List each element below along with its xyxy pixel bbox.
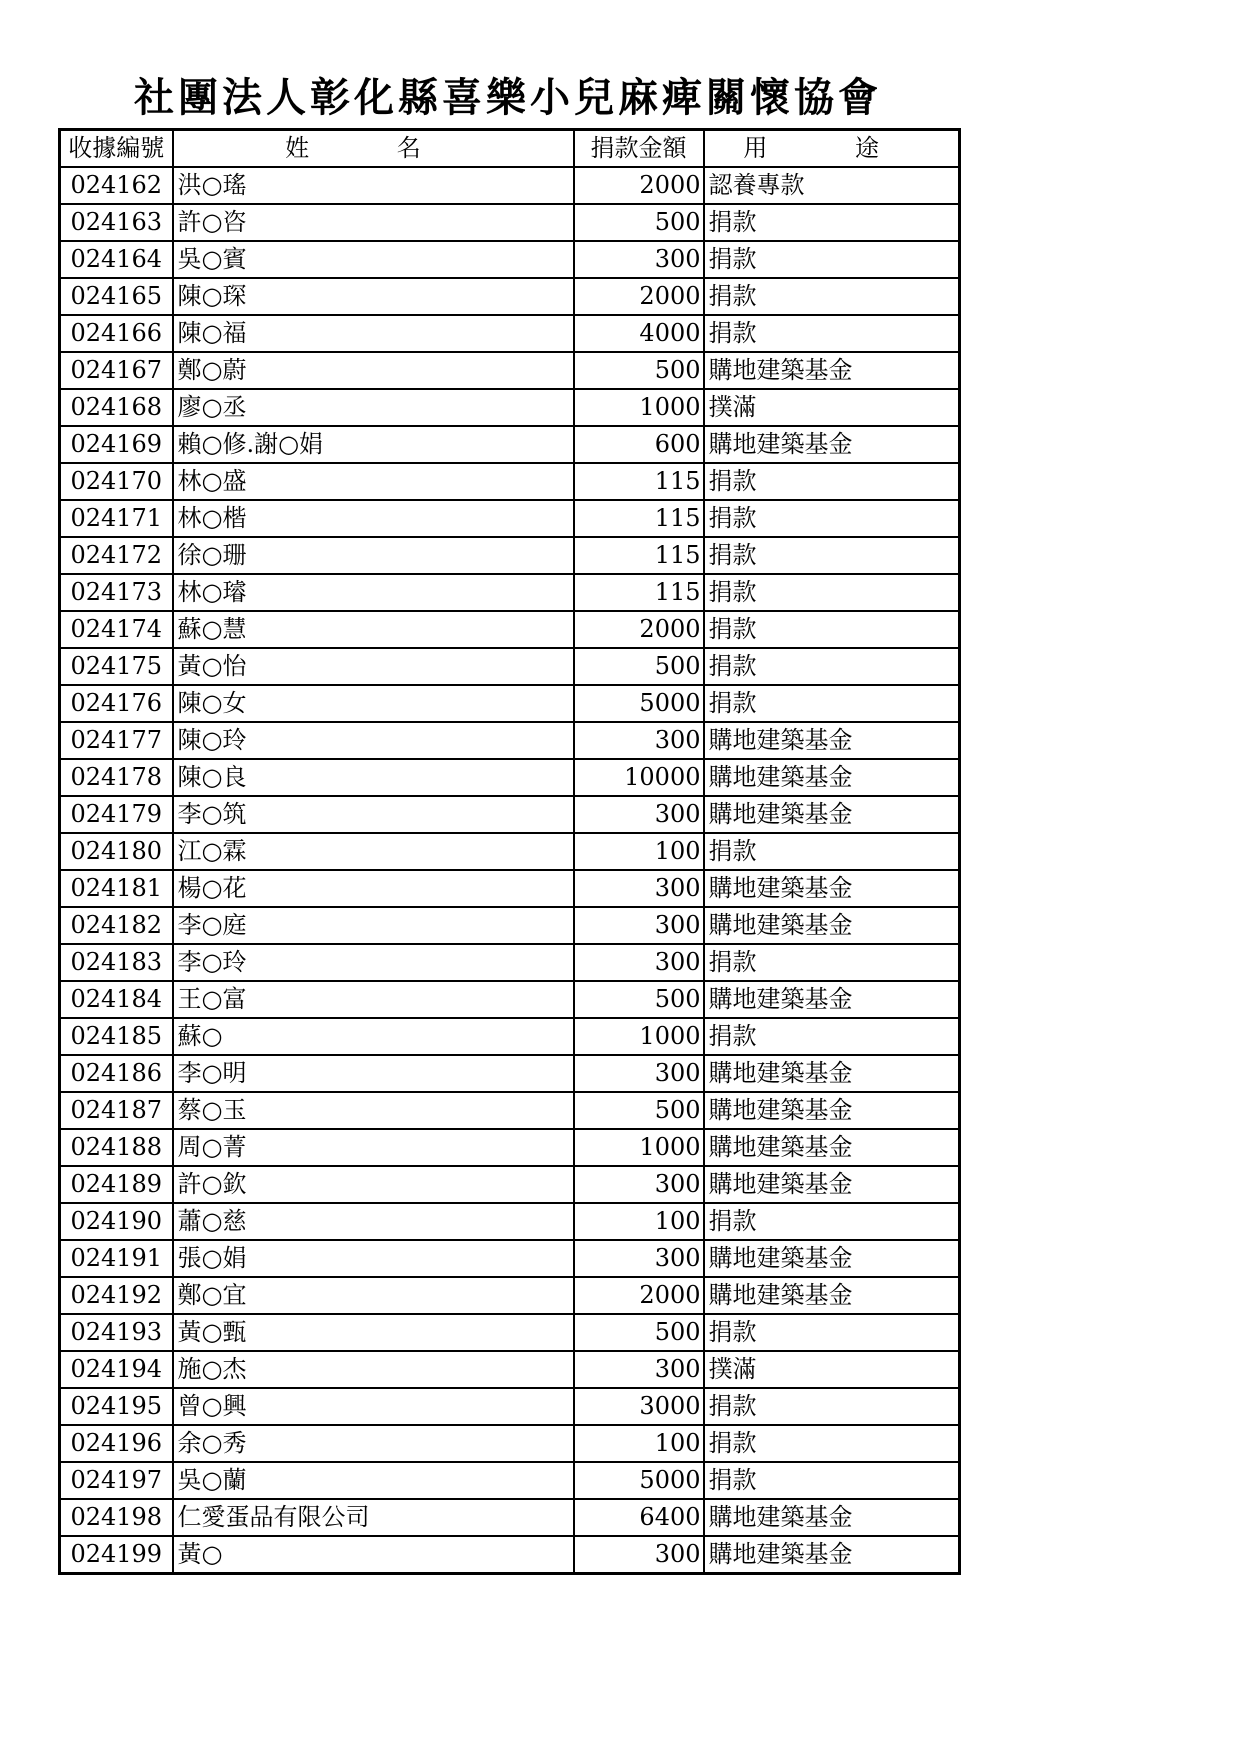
table-row — [60, 537, 960, 574]
donor-name-cell: 余○秀 — [173, 1425, 574, 1462]
purpose-cell: 購地建築基金 — [704, 1166, 960, 1203]
receipt-no-cell: 024191 — [60, 1240, 173, 1277]
table-row — [60, 833, 960, 870]
donor-name-cell: 黃○ — [173, 1536, 574, 1574]
table-row — [60, 870, 960, 907]
donor-name-cell: 林○璿 — [173, 574, 574, 611]
purpose-cell: 購地建築基金 — [704, 1055, 960, 1092]
purpose-cell: 購地建築基金 — [704, 981, 960, 1018]
receipt-no-cell: 024175 — [60, 648, 173, 685]
table-row — [60, 315, 960, 352]
donor-name-cell: 吳○賓 — [173, 241, 574, 278]
receipt-no-cell: 024192 — [60, 1277, 173, 1314]
donor-name-cell: 洪○瑤 — [173, 167, 574, 204]
receipt-no-cell: 024167 — [60, 352, 173, 389]
table-row — [60, 352, 960, 389]
amount-cell: 300 — [574, 1240, 704, 1277]
donation-table — [58, 128, 961, 1575]
table-row — [60, 1425, 960, 1462]
purpose-cell: 捐款 — [704, 241, 960, 278]
receipt-no-cell: 024168 — [60, 389, 173, 426]
purpose-cell: 捐款 — [704, 463, 960, 500]
receipt-no-cell: 024184 — [60, 981, 173, 1018]
table-header-row — [60, 130, 960, 168]
receipt-no-cell: 024169 — [60, 426, 173, 463]
table-row — [60, 1277, 960, 1314]
purpose-cell: 捐款 — [704, 1425, 960, 1462]
donor-name-cell: 陳○福 — [173, 315, 574, 352]
table-row — [60, 1388, 960, 1425]
donor-name-cell: 黃○怡 — [173, 648, 574, 685]
receipt-no-cell: 024173 — [60, 574, 173, 611]
amount-cell: 100 — [574, 1203, 704, 1240]
donor-name-cell: 陳○女 — [173, 685, 574, 722]
table-row — [60, 1129, 960, 1166]
donor-name-cell: 鄭○蔚 — [173, 352, 574, 389]
purpose-cell: 購地建築基金 — [704, 759, 960, 796]
amount-cell: 115 — [574, 574, 704, 611]
amount-cell: 300 — [574, 241, 704, 278]
donor-name-cell: 吳○蘭 — [173, 1462, 574, 1499]
amount-cell: 10000 — [574, 759, 704, 796]
receipt-no-cell: 024172 — [60, 537, 173, 574]
donor-name-cell: 蕭○慈 — [173, 1203, 574, 1240]
donor-name-cell: 許○咨 — [173, 204, 574, 241]
amount-cell: 5000 — [574, 685, 704, 722]
table-row — [60, 1092, 960, 1129]
purpose-cell: 捐款 — [704, 1462, 960, 1499]
amount-cell: 100 — [574, 1425, 704, 1462]
donor-name-cell: 陳○玲 — [173, 722, 574, 759]
purpose-cell: 捐款 — [704, 537, 960, 574]
donor-name-cell: 李○玲 — [173, 944, 574, 981]
amount-cell: 300 — [574, 870, 704, 907]
amount-cell: 300 — [574, 1536, 704, 1574]
donor-name-cell: 周○菁 — [173, 1129, 574, 1166]
donor-name-cell: 陳○琛 — [173, 278, 574, 315]
amount-cell: 2000 — [574, 611, 704, 648]
purpose-cell: 捐款 — [704, 648, 960, 685]
purpose-cell: 捐款 — [704, 574, 960, 611]
table-row — [60, 759, 960, 796]
donor-name-cell: 許○欽 — [173, 1166, 574, 1203]
table-row — [60, 426, 960, 463]
amount-cell: 2000 — [574, 1277, 704, 1314]
purpose-cell: 撲滿 — [704, 389, 960, 426]
receipt-no-cell: 024180 — [60, 833, 173, 870]
amount-cell: 100 — [574, 833, 704, 870]
amount-cell: 500 — [574, 352, 704, 389]
table-row — [60, 1203, 960, 1240]
header-receipt-no: 收據編號 — [60, 130, 173, 168]
receipt-no-cell: 024186 — [60, 1055, 173, 1092]
amount-cell: 500 — [574, 1092, 704, 1129]
donor-name-cell: 楊○花 — [173, 870, 574, 907]
table-row — [60, 278, 960, 315]
table-row — [60, 1499, 960, 1536]
table-row — [60, 1166, 960, 1203]
purpose-cell: 捐款 — [704, 833, 960, 870]
donor-name-cell: 蘇○ — [173, 1018, 574, 1055]
donor-name-cell: 黃○甄 — [173, 1314, 574, 1351]
donor-name-cell: 蔡○玉 — [173, 1092, 574, 1129]
table-row — [60, 1536, 960, 1574]
purpose-cell: 購地建築基金 — [704, 352, 960, 389]
receipt-no-cell: 024197 — [60, 1462, 173, 1499]
amount-cell: 300 — [574, 1166, 704, 1203]
donor-name-cell: 江○霖 — [173, 833, 574, 870]
amount-cell: 1000 — [574, 1018, 704, 1055]
purpose-cell: 購地建築基金 — [704, 1536, 960, 1574]
donor-name-cell: 陳○良 — [173, 759, 574, 796]
receipt-no-cell: 024199 — [60, 1536, 173, 1574]
page-title: 社團法人彰化縣喜樂小兒麻痺關懷協會 — [134, 74, 882, 121]
receipt-no-cell: 024171 — [60, 500, 173, 537]
amount-cell: 500 — [574, 648, 704, 685]
table-row — [60, 1351, 960, 1388]
amount-cell: 2000 — [574, 278, 704, 315]
purpose-cell: 捐款 — [704, 685, 960, 722]
table-row — [60, 722, 960, 759]
purpose-cell: 購地建築基金 — [704, 907, 960, 944]
receipt-no-cell: 024189 — [60, 1166, 173, 1203]
receipt-no-cell: 024163 — [60, 204, 173, 241]
receipt-no-cell: 024177 — [60, 722, 173, 759]
receipt-no-cell: 024170 — [60, 463, 173, 500]
amount-cell: 500 — [574, 204, 704, 241]
receipt-no-cell: 024182 — [60, 907, 173, 944]
purpose-cell: 購地建築基金 — [704, 870, 960, 907]
purpose-cell: 認養專款 — [704, 167, 960, 204]
donor-name-cell: 林○盛 — [173, 463, 574, 500]
amount-cell: 2000 — [574, 167, 704, 204]
donor-name-cell: 徐○珊 — [173, 537, 574, 574]
receipt-no-cell: 024193 — [60, 1314, 173, 1351]
purpose-cell: 捐款 — [704, 1018, 960, 1055]
donor-name-cell: 蘇○慧 — [173, 611, 574, 648]
table-row — [60, 685, 960, 722]
receipt-no-cell: 024194 — [60, 1351, 173, 1388]
receipt-no-cell: 024183 — [60, 944, 173, 981]
table-row — [60, 611, 960, 648]
table-row — [60, 204, 960, 241]
amount-cell: 6400 — [574, 1499, 704, 1536]
amount-cell: 3000 — [574, 1388, 704, 1425]
receipt-no-cell: 024188 — [60, 1129, 173, 1166]
purpose-cell: 購地建築基金 — [704, 1277, 960, 1314]
purpose-cell: 捐款 — [704, 1203, 960, 1240]
amount-cell: 300 — [574, 1351, 704, 1388]
donor-name-cell: 廖○丞 — [173, 389, 574, 426]
table-row — [60, 574, 960, 611]
purpose-cell: 捐款 — [704, 1388, 960, 1425]
table-row — [60, 907, 960, 944]
receipt-no-cell: 024179 — [60, 796, 173, 833]
purpose-cell: 捐款 — [704, 315, 960, 352]
amount-cell: 1000 — [574, 389, 704, 426]
table-row — [60, 167, 960, 204]
amount-cell: 500 — [574, 981, 704, 1018]
receipt-no-cell: 024178 — [60, 759, 173, 796]
purpose-cell: 捐款 — [704, 944, 960, 981]
purpose-cell: 購地建築基金 — [704, 1129, 960, 1166]
table-row — [60, 1055, 960, 1092]
purpose-cell: 捐款 — [704, 500, 960, 537]
purpose-cell: 捐款 — [704, 278, 960, 315]
table-row — [60, 1240, 960, 1277]
receipt-no-cell: 024164 — [60, 241, 173, 278]
amount-cell: 300 — [574, 796, 704, 833]
purpose-cell: 購地建築基金 — [704, 426, 960, 463]
purpose-cell: 購地建築基金 — [704, 1092, 960, 1129]
table-row — [60, 389, 960, 426]
donor-name-cell: 李○筑 — [173, 796, 574, 833]
table-row — [60, 944, 960, 981]
purpose-cell: 購地建築基金 — [704, 1499, 960, 1536]
amount-cell: 300 — [574, 907, 704, 944]
table-row — [60, 1314, 960, 1351]
header-name: 姓 名 — [173, 130, 574, 168]
receipt-no-cell: 024165 — [60, 278, 173, 315]
table-row — [60, 648, 960, 685]
amount-cell: 1000 — [574, 1129, 704, 1166]
donor-name-cell: 曾○興 — [173, 1388, 574, 1425]
donor-name-cell: 施○杰 — [173, 1351, 574, 1388]
purpose-cell: 撲滿 — [704, 1351, 960, 1388]
donor-name-cell: 李○明 — [173, 1055, 574, 1092]
receipt-no-cell: 024176 — [60, 685, 173, 722]
donor-name-cell: 李○庭 — [173, 907, 574, 944]
amount-cell: 115 — [574, 500, 704, 537]
receipt-no-cell: 024185 — [60, 1018, 173, 1055]
table-row — [60, 500, 960, 537]
donor-name-cell: 仁愛蛋品有限公司 — [173, 1499, 574, 1536]
amount-cell: 115 — [574, 537, 704, 574]
receipt-no-cell: 024162 — [60, 167, 173, 204]
purpose-cell: 捐款 — [704, 1314, 960, 1351]
purpose-cell: 捐款 — [704, 611, 960, 648]
amount-cell: 300 — [574, 1055, 704, 1092]
receipt-no-cell: 024166 — [60, 315, 173, 352]
header-purpose: 用 途 — [704, 130, 960, 168]
table-row — [60, 796, 960, 833]
amount-cell: 5000 — [574, 1462, 704, 1499]
donor-name-cell: 賴○修.謝○娟 — [173, 426, 574, 463]
receipt-no-cell: 024187 — [60, 1092, 173, 1129]
amount-cell: 300 — [574, 944, 704, 981]
amount-cell: 4000 — [574, 315, 704, 352]
table-row — [60, 241, 960, 278]
purpose-cell: 購地建築基金 — [704, 1240, 960, 1277]
purpose-cell: 購地建築基金 — [704, 722, 960, 759]
purpose-cell: 購地建築基金 — [704, 796, 960, 833]
amount-cell: 500 — [574, 1314, 704, 1351]
receipt-no-cell: 024174 — [60, 611, 173, 648]
donor-name-cell: 鄭○宜 — [173, 1277, 574, 1314]
donor-name-cell: 王○富 — [173, 981, 574, 1018]
amount-cell: 115 — [574, 463, 704, 500]
table-row — [60, 463, 960, 500]
table-row — [60, 1462, 960, 1499]
receipt-no-cell: 024181 — [60, 870, 173, 907]
table-body — [60, 167, 960, 1574]
receipt-no-cell: 024190 — [60, 1203, 173, 1240]
purpose-cell: 捐款 — [704, 204, 960, 241]
amount-cell: 600 — [574, 426, 704, 463]
donor-name-cell: 林○楷 — [173, 500, 574, 537]
receipt-no-cell: 024198 — [60, 1499, 173, 1536]
receipt-no-cell: 024195 — [60, 1388, 173, 1425]
table-row — [60, 981, 960, 1018]
donor-name-cell: 張○娟 — [173, 1240, 574, 1277]
table-row — [60, 1018, 960, 1055]
header-amount: 捐款金額 — [574, 130, 704, 168]
amount-cell: 300 — [574, 722, 704, 759]
receipt-no-cell: 024196 — [60, 1425, 173, 1462]
